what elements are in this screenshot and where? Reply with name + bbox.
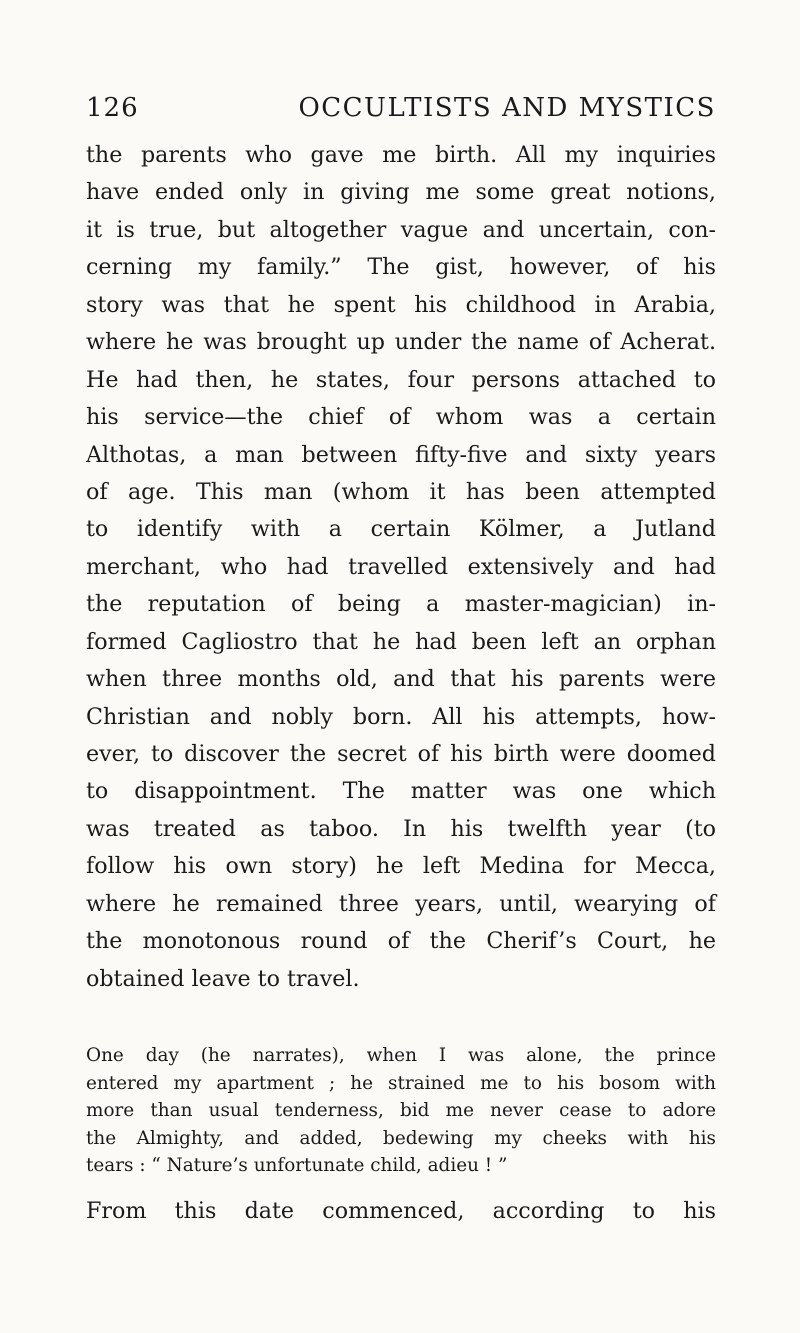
body-paragraph — [86, 137, 716, 998]
quote-line: more than usual tenderness, bid me never cease to adore — [86, 1100, 716, 1122]
text-line: where he remained three years, until, wearying of — [86, 890, 716, 917]
text-line: He had then, he states, four persons attached to — [86, 366, 716, 393]
block-quote — [86, 1042, 716, 1180]
quote-line: tears : “ Nature’s unfortunate child, adieu ! ” — [86, 1155, 508, 1177]
text-line: was treated as taboo. In his twelfth year (to — [86, 815, 716, 842]
text-line: Althotas, a man between fifty-five and sixty years — [86, 441, 716, 468]
text-line: have ended only in giving me some great notions, — [86, 179, 716, 206]
quote-line: One day (he narrates), when I was alone, the prince — [86, 1045, 716, 1066]
text-line: the parents who gave me birth. All my inquiries — [86, 142, 716, 168]
text-line: the reputation of being a master-magician) in- — [86, 591, 716, 618]
text-line: where he was brought up under the name of Acherat. — [86, 329, 716, 356]
text-line: it is true, but altogether vague and uncertain, con- — [86, 216, 716, 243]
text-line: to identify with a certain Kölmer, a Jutland — [86, 516, 716, 543]
text-line: when three months old, and that his parents were — [86, 666, 716, 693]
quote-line: entered my apartment ; he strained me to his bosom with — [86, 1072, 716, 1094]
text-line: of age. This man (whom it has been attempted — [86, 478, 716, 505]
text-line: cerning my family.” The gist, however, of his — [86, 254, 716, 281]
page-header — [86, 88, 716, 128]
text-line: follow his own story) he left Medina for Mecca, — [86, 853, 716, 880]
text-line: the monotonous round of the Cherif’s Court, he — [86, 928, 716, 955]
text-line: story was that he spent his childhood in Arabia, — [86, 291, 716, 318]
page-number: 126 — [86, 93, 139, 123]
closing-paragraph — [86, 1193, 716, 1230]
running-title: OCCULTISTS AND MYSTICS — [298, 93, 716, 123]
text-line: ever, to discover the secret of his birth were doomed — [86, 741, 716, 767]
text-line: From this date commenced, according to his — [86, 1198, 716, 1224]
text-line: to disappointment. The matter was one which — [86, 778, 716, 805]
quote-line: the Almighty, and added, bedewing my cheeks with his — [86, 1127, 716, 1149]
text-line: his service—the chief of whom was a certain — [86, 404, 716, 431]
text-line: merchant, who had travelled extensively and had — [86, 553, 716, 580]
text-line: obtained leave to travel. — [86, 965, 360, 992]
text-line: formed Cagliostro that he had been left an orphan — [86, 628, 716, 655]
text-line: Christian and nobly born. All his attempts, how- — [86, 703, 716, 730]
